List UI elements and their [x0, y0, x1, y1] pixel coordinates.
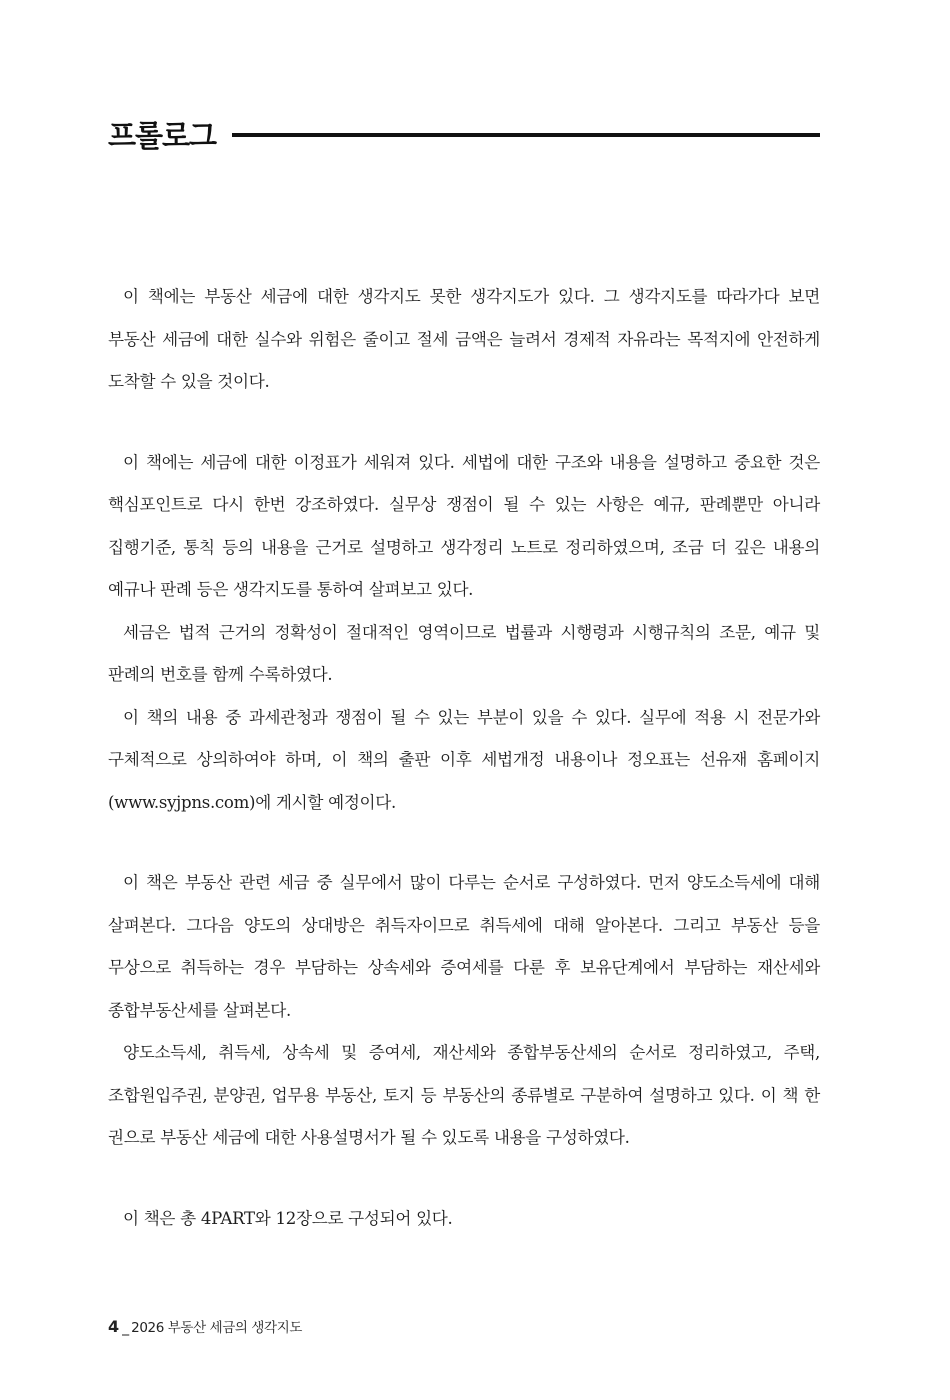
- paragraph: 이 책의 내용 중 과세관청과 쟁점이 될 수 있는 부분이 있을 수 있다. 실무에 적용 시 전문가와 구체적으로 상의하여야 하며, 이 책의 출판 이후 세법개정 내용이나 정오표는 선유재 홈페이지(www.syjpns.com)에 게시할 예정이다.: [108, 707, 820, 812]
- running-book-title: 2026 부동산 세금의 생각지도: [131, 1320, 302, 1336]
- paragraph-gap: [108, 824, 820, 862]
- page-footer: [108, 1316, 302, 1338]
- footer-separator: _: [122, 1320, 130, 1336]
- chapter-title: 프롤로그: [108, 117, 217, 154]
- paragraph-gap: [108, 404, 820, 442]
- paragraph: 양도소득세, 취득세, 상속세 및 증여세, 재산세와 종합부동산세의 순서로 정리하였고, 주택, 조합원입주권, 분양권, 업무용 부동산, 토지 등 부동산의 종류별로 구분하여 설명하고 있다. 이 책 한 권으로 부동산 세금에 대한 사용설명서가 될 수 있도록 내용을 구성하였다.: [108, 1043, 820, 1147]
- paragraph-gap: [108, 1160, 820, 1198]
- page-number: 4: [108, 1317, 120, 1336]
- header-rule: [232, 133, 820, 137]
- paragraph: 이 책에는 부동산 세금에 대한 생각지도 못한 생각지도가 있다. 그 생각지도를 따라가다 보면 부동산 세금에 대한 실수와 위험은 줄이고 절세 금액은 늘려서 경제적 자유라는 목적지에 안전하게 도착할 수 있을 것이다.: [108, 287, 820, 391]
- paragraph: 이 책은 총 4PART와 12장으로 구성되어 있다.: [123, 1208, 453, 1228]
- paragraph: 세금은 법적 근거의 정확성이 절대적인 영역이므로 법률과 시행령과 시행규칙의 조문, 예규 및 판례의 번호를 함께 수록하였다.: [108, 622, 820, 684]
- chapter-header: [108, 112, 820, 156]
- paragraph: 이 책에는 세금에 대한 이정표가 세워져 있다. 세법에 대한 구조와 내용을 설명하고 중요한 것은 핵심포인트로 다시 한번 강조하였다. 실무상 쟁점이 될 수 있는 사항은 예규, 판례뿐만 아니라 집행기준, 통칙 등의 내용을 근거로 설명하고 생각정리 노트로 정리하였으며, 조금 더 깊은 내용의 예규나 판례 등은 생각지도를 통하여 살펴보고 있다.: [108, 452, 820, 599]
- prologue-body: [108, 276, 820, 1240]
- paragraph: 이 책은 부동산 관련 세금 중 실무에서 많이 다루는 순서로 구성하였다. 먼저 양도소득세에 대해 살펴본다. 그다음 양도의 상대방은 취득자이므로 취득세에 대해 알아본다. 그리고 부동산 등을 무상으로 취득하는 경우 부담하는 상속세와 증여세를 다룬 후 보유단계에서 부담하는 재산세와 종합부동산세를 살펴본다.: [108, 873, 820, 1020]
